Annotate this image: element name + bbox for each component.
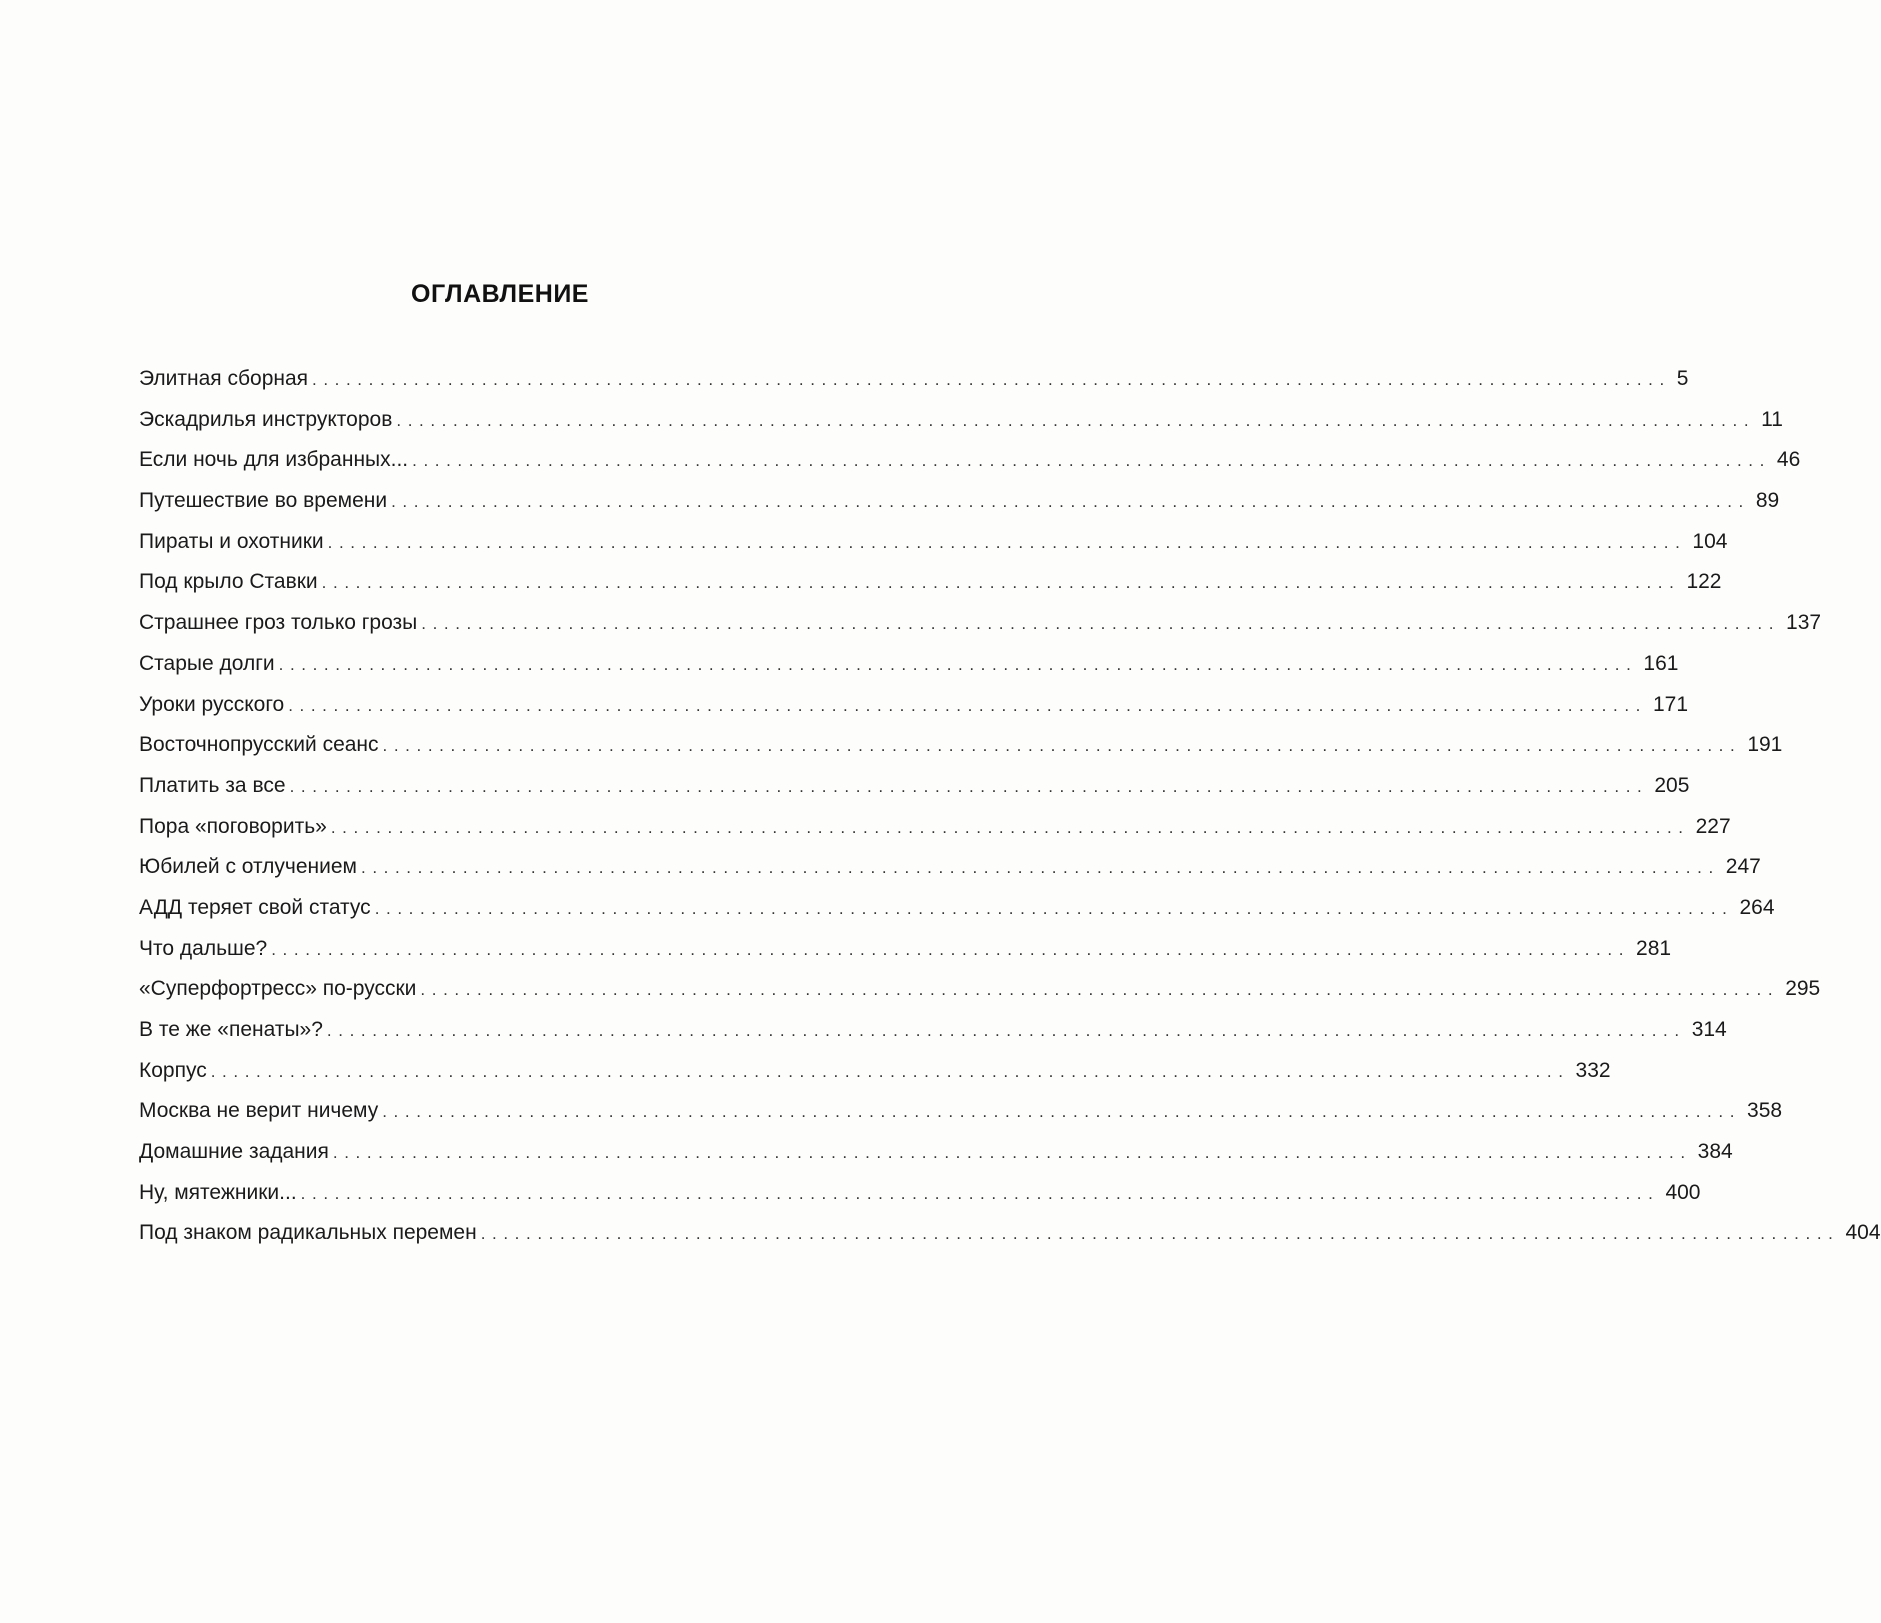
toc-entry bbox=[139, 570, 1722, 611]
toc-entry-title: Старые долги bbox=[139, 651, 275, 675]
toc-page-number: 191 bbox=[1747, 733, 1783, 757]
toc-entry bbox=[139, 692, 1689, 734]
toc-entry-title: Под знаком радикальных перемен bbox=[139, 1221, 477, 1245]
toc-page-number: 122 bbox=[1686, 570, 1722, 594]
toc-entry bbox=[139, 1058, 1611, 1100]
toc-entry-title: Уроки русского bbox=[139, 692, 285, 716]
toc-page-number: 89 bbox=[1755, 489, 1780, 513]
toc-page-number: 358 bbox=[1747, 1099, 1783, 1123]
toc-page-number: 5 bbox=[1676, 367, 1689, 390]
toc-entry bbox=[139, 1140, 1733, 1181]
toc-entry bbox=[139, 1018, 1727, 1059]
toc-page-number: 400 bbox=[1665, 1180, 1701, 1204]
dot-leader: ........................................................................................................................ bbox=[480, 1224, 1840, 1244]
toc-page-number: 332 bbox=[1575, 1058, 1611, 1082]
toc-entry bbox=[139, 448, 1801, 489]
toc-entry bbox=[139, 407, 1783, 449]
toc-page-number: 295 bbox=[1785, 977, 1821, 1001]
toc-page-number: 264 bbox=[1739, 895, 1775, 919]
toc-entry bbox=[139, 977, 1821, 1018]
toc-page-number: 404 bbox=[1845, 1221, 1881, 1245]
toc-page-number: 205 bbox=[1654, 773, 1690, 797]
toc-page-number: 46 bbox=[1776, 448, 1801, 472]
toc-entry-title: Эскадрилья инструкторов bbox=[139, 407, 393, 431]
dot-leader: ........................................................................................................................ bbox=[382, 736, 1742, 756]
dot-leader: ........................................................................................................................ bbox=[396, 410, 1756, 430]
toc-list bbox=[139, 367, 1881, 1262]
toc-page-number: 161 bbox=[1643, 651, 1679, 675]
toc-entry-title: Восточнопрусский сеанс bbox=[139, 733, 379, 757]
toc-entry-title: Пираты и охотники bbox=[139, 529, 324, 553]
toc-entry-title: Москва не верит ничему bbox=[139, 1099, 379, 1123]
toc-entry-title: Платить за все bbox=[139, 773, 286, 797]
toc-entry bbox=[139, 367, 1689, 408]
toc-entry bbox=[139, 1099, 1783, 1140]
toc-entry bbox=[139, 936, 1672, 978]
toc-entry bbox=[139, 814, 1731, 856]
dot-leader: ........................................................................................................................ bbox=[312, 370, 1671, 389]
dot-leader: ........................................................................................................................ bbox=[361, 858, 1720, 878]
toc-entry bbox=[139, 1221, 1881, 1262]
toc-entry bbox=[139, 529, 1728, 571]
toc-entry-title: Что дальше? bbox=[139, 936, 268, 960]
toc-entry bbox=[139, 895, 1775, 937]
dot-leader: ........................................................................................................................ bbox=[330, 817, 1690, 837]
toc-entry-title: «Суперфортресс» по-русски bbox=[139, 977, 417, 1001]
dot-leader: ........................................................................................................................ bbox=[278, 654, 1638, 674]
toc-entry-title: Элитная сборная bbox=[139, 367, 309, 390]
toc-entry bbox=[139, 611, 1822, 652]
toc-page-number: 137 bbox=[1786, 611, 1822, 635]
dot-leader: ........................................................................................................................ bbox=[382, 1102, 1742, 1122]
toc-entry bbox=[139, 651, 1679, 693]
toc-page-number: 314 bbox=[1691, 1018, 1727, 1041]
toc-entry bbox=[139, 855, 1761, 896]
dot-leader: ........................................................................................................................ bbox=[300, 1183, 1660, 1203]
toc-entry-title: Корпус bbox=[139, 1058, 207, 1082]
toc-entry-title: В те же «пенаты»? bbox=[139, 1018, 323, 1041]
toc-page-number: 227 bbox=[1695, 814, 1731, 838]
toc-heading: ОГЛАВЛЕНИЕ bbox=[411, 280, 589, 308]
toc-page-number: 247 bbox=[1725, 855, 1761, 879]
toc-page-number: 384 bbox=[1697, 1140, 1733, 1164]
dot-leader: ........................................................................................................................ bbox=[289, 776, 1649, 796]
dot-leader: ........................................................................................................................ bbox=[421, 614, 1781, 634]
dot-leader: ........................................................................................................................ bbox=[210, 1061, 1570, 1081]
dot-leader: ........................................................................................................................ bbox=[391, 492, 1750, 512]
dot-leader: ........................................................................................................................ bbox=[326, 1021, 1686, 1040]
dot-leader: ........................................................................................................................ bbox=[327, 532, 1687, 552]
dot-leader: ........................................................................................................................ bbox=[288, 695, 1647, 715]
toc-page-number: 104 bbox=[1692, 529, 1728, 553]
dot-leader: ........................................................................................................................ bbox=[332, 1143, 1692, 1163]
toc-entry-title: Пора «поговорить» bbox=[139, 814, 327, 838]
toc-entry bbox=[139, 733, 1783, 774]
dot-leader: ........................................................................................................................ bbox=[271, 939, 1631, 959]
toc-page-number: 171 bbox=[1652, 692, 1689, 716]
toc-entry-title: Путешествие во времени bbox=[139, 489, 388, 513]
dot-leader: ........................................................................................................................ bbox=[321, 573, 1681, 593]
dot-leader: ........................................................................................................................ bbox=[374, 898, 1734, 918]
toc-entry-title: Домашние задания bbox=[139, 1140, 329, 1164]
toc-entry-title: Под крыло Ставки bbox=[139, 570, 318, 594]
toc-page-number: 281 bbox=[1636, 936, 1672, 960]
toc-entry-title: Ну, мятежники... bbox=[139, 1180, 297, 1204]
toc-page-number: 11 bbox=[1761, 407, 1783, 431]
toc-entry bbox=[139, 489, 1780, 530]
toc-entry-title: АДД теряет свой статус bbox=[139, 895, 371, 919]
toc-entry-title: Юбилей с отлучением bbox=[139, 855, 357, 879]
dot-leader: ........................................................................................................................ bbox=[412, 451, 1771, 471]
toc-entry bbox=[139, 773, 1690, 815]
toc-entry-title: Если ночь для избранных... bbox=[139, 448, 409, 472]
dot-leader: ........................................................................................................................ bbox=[420, 980, 1780, 1000]
toc-entry bbox=[139, 1180, 1701, 1222]
toc-entry-title: Страшнее гроз только грозы bbox=[139, 611, 418, 635]
